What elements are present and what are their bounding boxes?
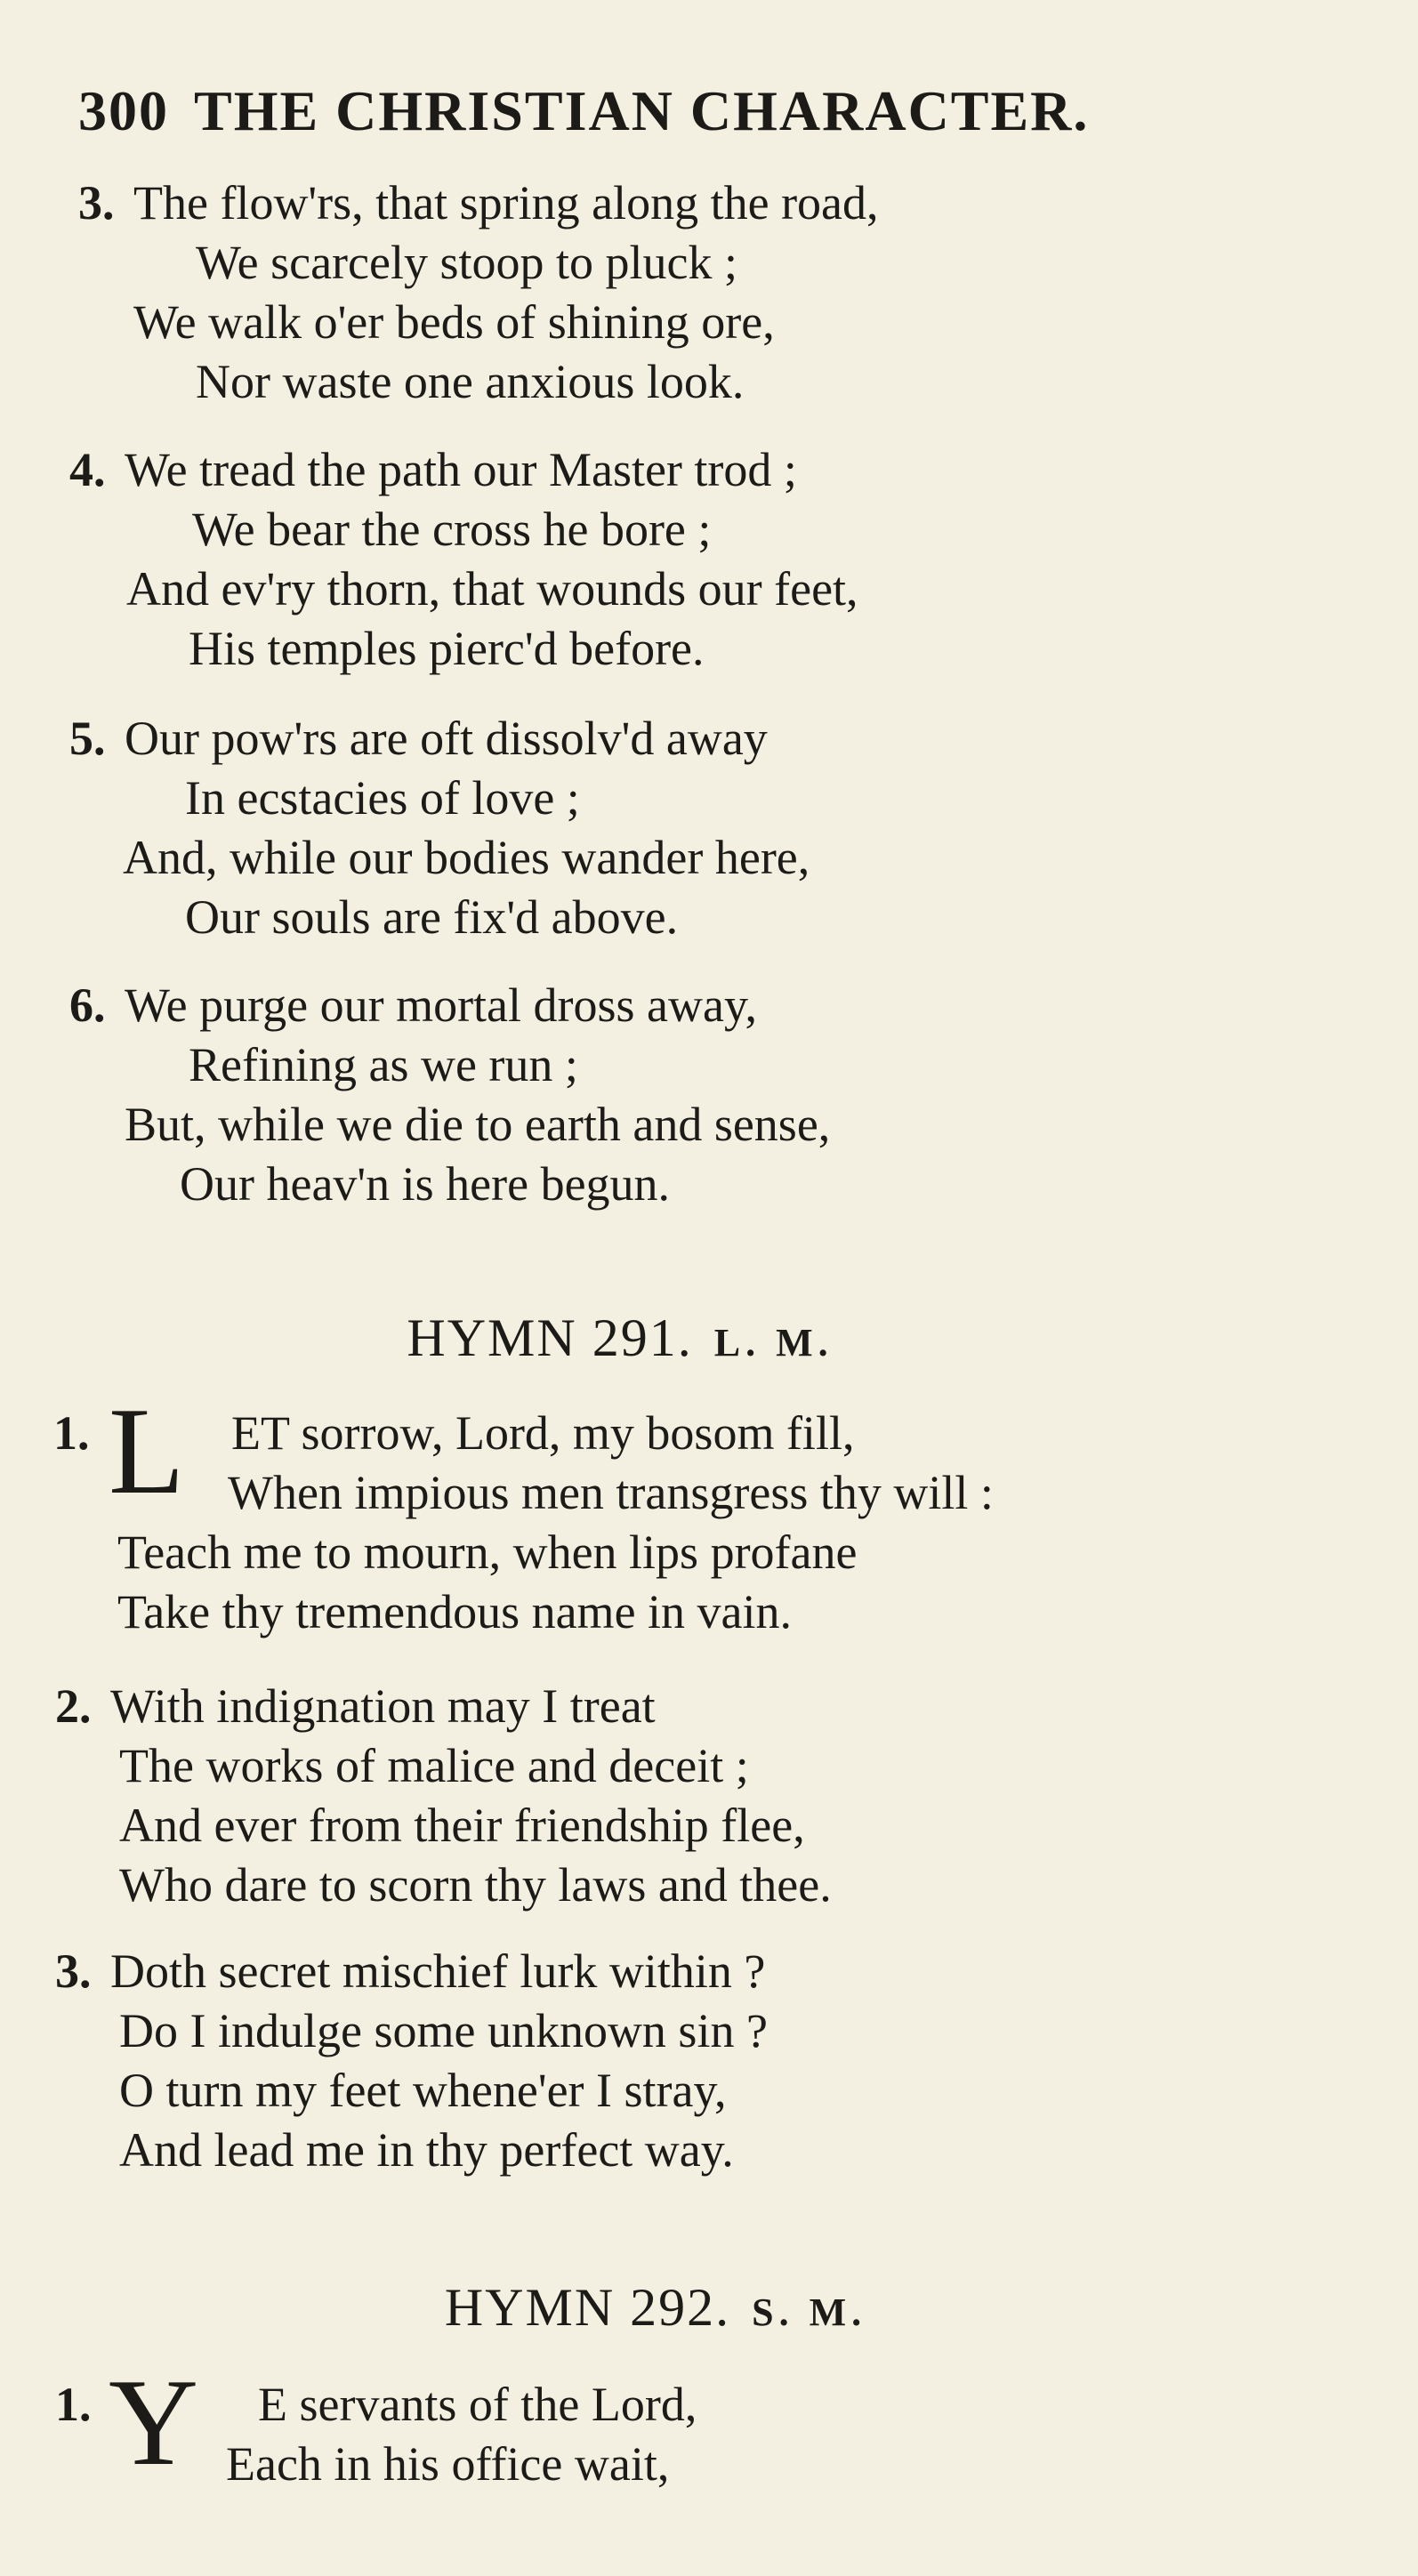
verse-line: Who dare to scorn thy laws and thee.	[119, 1858, 832, 1912]
stanza-number: 2.	[55, 1679, 92, 1733]
verse-line: Take thy tremendous name in vain.	[117, 1585, 793, 1638]
verse-line: We walk o'er beds of shining ore,	[133, 295, 775, 349]
verse-line: O turn my feet whene'er I stray,	[119, 2064, 727, 2117]
verse-line: Nor waste one anxious look.	[196, 355, 745, 408]
hymn-291-title	[0, 1308, 1329, 1369]
stanza-number: 1.	[53, 1406, 90, 1460]
verse-line: We bear the cross he bore ;	[192, 503, 712, 556]
verse-line: And lead me in thy perfect way.	[119, 2123, 734, 2177]
hymn-292-stanza-1	[55, 2354, 697, 2494]
hymn-291-stanza-2	[55, 1677, 832, 1915]
verse-line: And ev'ry thorn, that wounds our feet,	[126, 562, 858, 616]
verse-line: With indignation may I treat	[110, 1679, 656, 1733]
page-header	[78, 78, 1235, 144]
drop-cap: Y	[109, 2354, 199, 2491]
stanza-number: 4.	[69, 443, 106, 496]
verse-line: And ever from their friendship flee,	[119, 1799, 805, 1852]
verse-line: When impious men transgress thy will :	[228, 1466, 994, 1519]
stanza-number: 6.	[69, 978, 106, 1032]
hymn-meter: L. M.	[713, 1321, 834, 1364]
stanza-5	[69, 709, 810, 947]
hymn-meter: S. M.	[752, 2290, 867, 2334]
hymn-291-stanza-1	[53, 1382, 994, 1642]
verse-line: Doth secret mischief lurk within ?	[110, 1944, 766, 1998]
stanza-number: 1.	[55, 2378, 92, 2431]
verse-line: Do I indulge some unknown sin ?	[119, 2004, 768, 2057]
verse-line: Each in his office wait,	[226, 2437, 670, 2491]
hymn-number: HYMN 291.	[407, 1308, 693, 1367]
hymn-number: HYMN 292.	[444, 2278, 731, 2337]
verse-line: ET sorrow, Lord, my bosom fill,	[231, 1406, 855, 1460]
stanza-number: 5.	[69, 712, 106, 765]
stanza-6	[69, 976, 830, 1214]
page-number: 300	[78, 79, 169, 142]
verse-line: In ecstacies of love ;	[185, 771, 580, 825]
stanza-number: 3.	[55, 1944, 92, 1998]
verse-line: Our souls are fix'd above.	[185, 890, 679, 944]
hymn-292-title	[0, 2277, 1365, 2339]
verse-line: And, while our bodies wander here,	[123, 831, 810, 884]
stanza-4	[69, 440, 858, 679]
running-title: THE CHRISTIAN CHARACTER.	[194, 79, 1090, 142]
verse-line: The works of malice and deceit ;	[119, 1739, 749, 1792]
verse-line: E servants of the Lord,	[258, 2378, 697, 2431]
verse-line: His temples pierc'd before.	[189, 622, 705, 675]
verse-line: We tread the path our Master trod ;	[125, 443, 797, 496]
verse-line: We purge our mortal dross away,	[125, 978, 757, 1032]
stanza-number: 3.	[78, 176, 115, 229]
verse-line: Our pow'rs are oft dissolv'd away	[125, 712, 768, 765]
verse-line: Our heav'n is here begun.	[180, 1157, 671, 1211]
verse-line: We scarcely stoop to pluck ;	[196, 236, 737, 289]
stanza-3	[78, 173, 879, 412]
verse-line: Teach me to mourn, when lips profane	[117, 1525, 858, 1579]
drop-cap: L	[109, 1382, 185, 1520]
verse-line: Refining as we run ;	[189, 1038, 578, 1091]
verse-line: The flow'rs, that spring along the road,	[133, 176, 879, 229]
hymn-291-stanza-3	[55, 1942, 768, 2180]
verse-line: But, while we die to earth and sense,	[125, 1098, 831, 1151]
